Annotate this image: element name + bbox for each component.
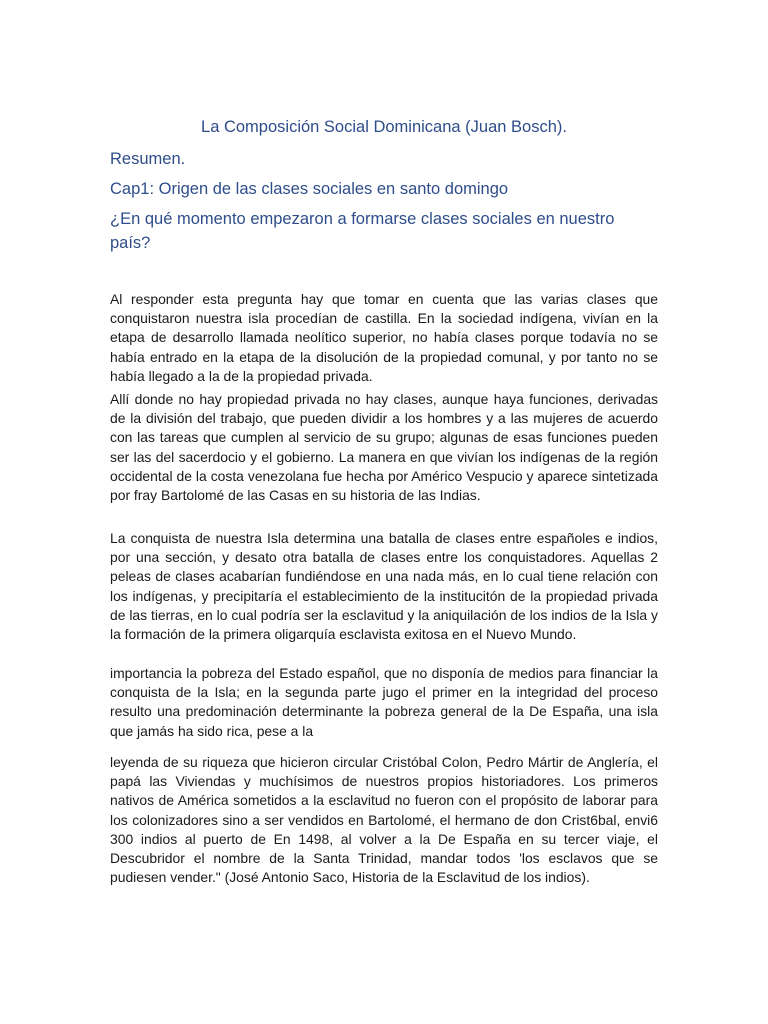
- chapter-heading: Cap1: Origen de las clases sociales en santo domingo: [110, 180, 509, 198]
- paragraph-4: importancia la pobreza del Estado español, que no disponía de medios para financiar la conquista de la Isla; en la segunda parte jugo el primer en la integridad del proceso resulto una predominación determinante la pobreza general de la De España, una isla que jamás ha sido rica, pese a la: [110, 665, 658, 739]
- paragraph-3: La conquista de nuestra Isla determina una batalla de clases entre españoles e indios, por una sección, y desato otra batalla de clases entre los conquistadores. Aquellas 2 peleas de clases acabarían fundiéndose en una nada más, en lo cual tiene relación con los indígenas, y precipitaría el establecimiento de la institucitón de la propiedad privada de las tierras, en lo cual podría ser la esclavitud y la aniquilación de los indios de la Isla y la formación de la primera oligarquía esclavista exitosa en el Nuevo Mundo.: [110, 530, 658, 643]
- document-title: La Composición Social Dominicana (Juan Bosch).: [201, 118, 567, 136]
- summary-heading: Resumen.: [110, 150, 186, 168]
- paragraph-5: leyenda de su riqueza que hicieron circular Cristóbal Colon, Pedro Mártir de Anglería, el papá las Viviendas y muchísimos de nuestros propios historiadores. Los primeros nativos de América sometidos a la esclavitud no fueron con el propósito de laborar para los colonizadores sino a ser vendidos en Bartolomé, el hermano de don Crist6bal, envi6 300 indios al puerto de En 1498, al volver a la De España en su tercer viaje, el Descubridor el nombre de la Santa Trinidad, mandar todos 'los esclavos que se pudiesen vender." (José Antonio Saco, Historia de la Esclavitud de los indios).: [110, 754, 658, 886]
- paragraph-1: Al responder esta pregunta hay que tomar en cuenta que las varias clases que conquistaron nuestra isla procedían de castilla. En la sociedad indígena, vivían en la etapa de desarrollo llamada neolítico superior, no había clases porque todavía no se había entrado en la etapa de la disolución de la propiedad comunal, y por tanto no se había llegado a la de la propiedad privada.: [110, 291, 658, 384]
- question-heading: ¿En qué momento empezaron a formarse clases sociales en nuestro país?: [110, 210, 615, 252]
- paragraph-2: Allí donde no hay propiedad privada no hay clases, aunque haya funciones, derivadas de la división del trabajo, que pueden dividir a los hombres y a las mujeres de acuerdo con las tareas que cumplen al servicio de su grupo; algunas de esas funciones pueden ser las del sacerdocio y el gobierno. La manera en que vivían los indígenas de la región occidental de la costa venezolana fue hecha por Américo Vespucio y aparece sintetizada por fray Bartolomé de las Casas en su historia de las Indias.: [110, 391, 658, 504]
